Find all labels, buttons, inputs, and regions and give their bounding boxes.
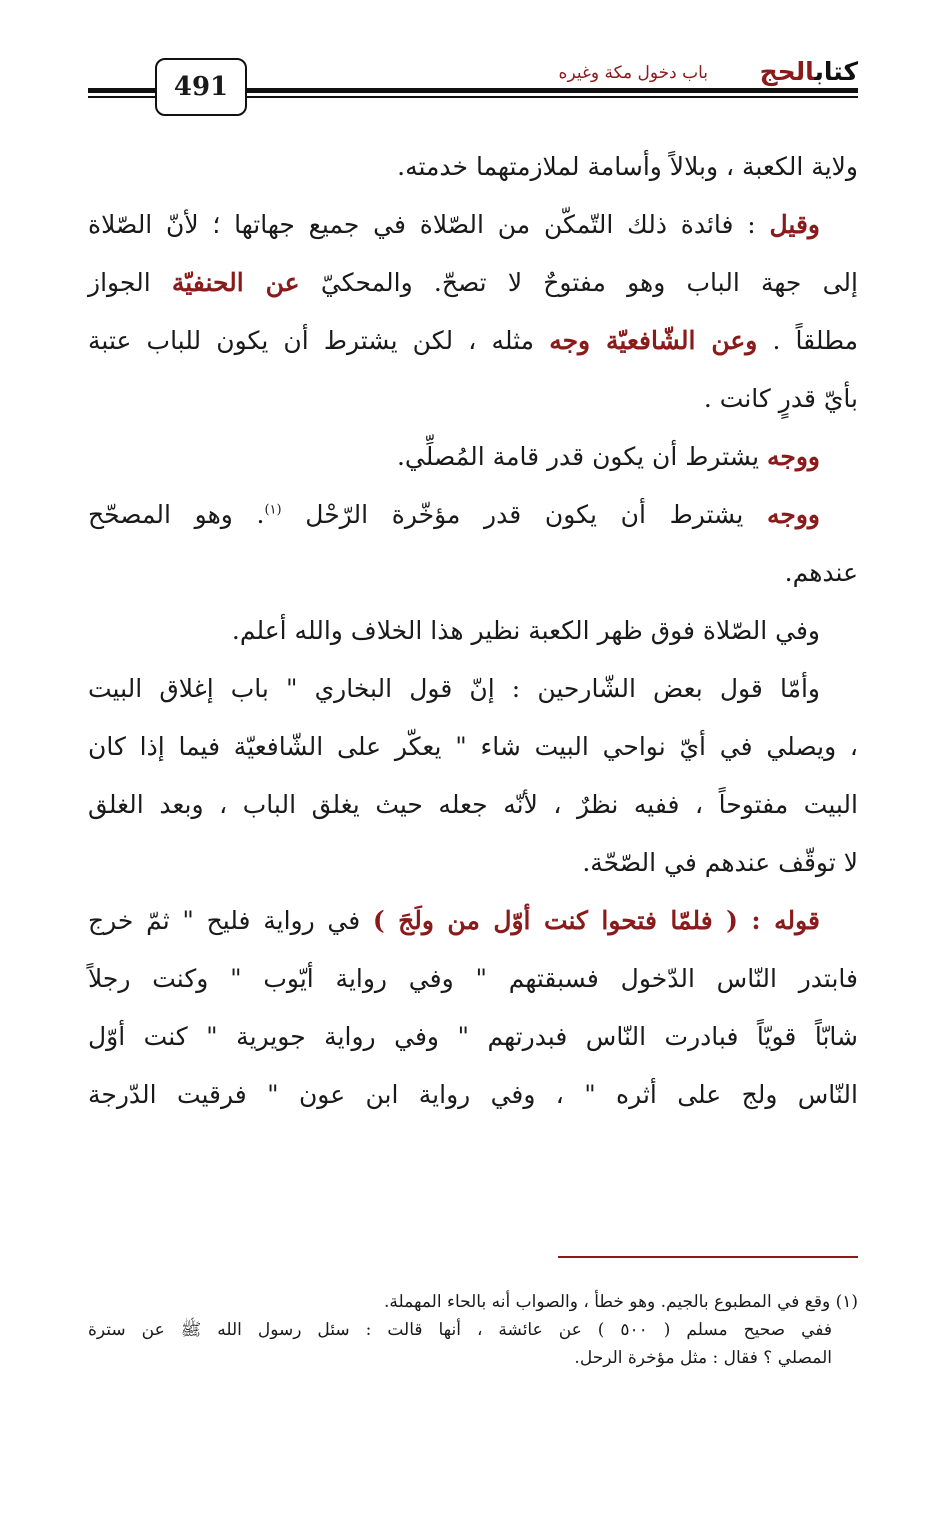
main-text bbox=[88, 138, 858, 1124]
text-line: قوله : ( فلمّا فتحوا كنت أوّل من ولَجَ ) في رواية فليح " ثمّ خرج bbox=[88, 906, 820, 935]
text-line: شابّاً قويّاً فبادرت النّاس فبدرتهم " وفي رواية جويرية " كنت أوّل bbox=[88, 1022, 858, 1051]
text-line: ولاية الكعبة ، وبلالاً وأسامة لملازمتهما خدمته. bbox=[397, 152, 858, 181]
footnote-line: المصلي ؟ فقال : مثل مؤخرة الرحل. bbox=[574, 1348, 832, 1368]
book-title-name: الحج bbox=[759, 57, 815, 86]
footnote-line: ففي صحيح مسلم ( ٥٠٠ ) عن عائشة ، أنها قالت : سئل رسول الله ﷺ عن سترة bbox=[88, 1320, 832, 1340]
book-title-prefix: كتاب bbox=[814, 57, 858, 86]
text-line: البيت مفتوحاً ، ففيه نظرٌ ، لأنّه جعله حيث يغلق الباب ، وبعد الغلق bbox=[88, 790, 858, 819]
text-line: عندهم. bbox=[784, 558, 858, 587]
text-line: مطلقاً . وعن الشّافعيّة وجه مثله ، لكن يشترط أن يكون للباب عتبة bbox=[88, 326, 858, 355]
text-line: ووجه يشترط أن يكون قدر مؤخّرة الرّحْل $^{(١)}$. وهو المصحّح bbox=[88, 500, 821, 529]
footnote-line: (١) وقع في المطبوع بالجيم. وهو خطأ ، والصواب أنه بالحاء المهملة. bbox=[384, 1292, 858, 1312]
text-line: وأمّا قول بعض الشّارحين : إنّ قول البخاري " باب إغلاق البيت bbox=[88, 674, 820, 703]
text-line: وفي الصّلاة فوق ظهر الكعبة نظير هذا الخلاف والله أعلم. bbox=[231, 616, 820, 645]
text-line: بأيّ قدرٍ كانت . bbox=[703, 384, 858, 413]
text-line: ، ويصلي في أيّ نواحي البيت شاء " يعكّر على الشّافعيّة فيما إذا كان bbox=[88, 732, 858, 761]
page-number: 491 bbox=[155, 58, 247, 116]
text-line: ووجه يشترط أن يكون قدر قامة المُصلِّي. bbox=[396, 442, 820, 471]
page-header bbox=[88, 52, 858, 124]
text-line: فابتدر النّاس الدّخول فسبقتهم " وفي رواية أيّوب " وكنت رجلاً bbox=[88, 964, 858, 993]
footnote-ref: (١) bbox=[264, 502, 282, 518]
footnote-separator bbox=[558, 1256, 858, 1258]
text-line: النّاس ولج على أثره " ، وفي رواية ابن عون " فرقيت الدّرجة bbox=[88, 1080, 858, 1109]
text-line: لا توقّف عندهم في الصّحّة. bbox=[582, 848, 858, 877]
text-line: وقيل : فائدة ذلك التّمكّن من الصّلاة في جميع جهاتها ؛ لأنّ الصّلاة bbox=[88, 210, 820, 239]
text-line: إلى جهة الباب وهو مفتوحٌ لا تصحّ. والمحكيّ عن الحنفيّة الجواز bbox=[88, 268, 858, 297]
footnotes bbox=[88, 1288, 858, 1372]
chapter-title: باب دخول مكة وغيره bbox=[558, 63, 708, 83]
book-title bbox=[760, 52, 858, 92]
